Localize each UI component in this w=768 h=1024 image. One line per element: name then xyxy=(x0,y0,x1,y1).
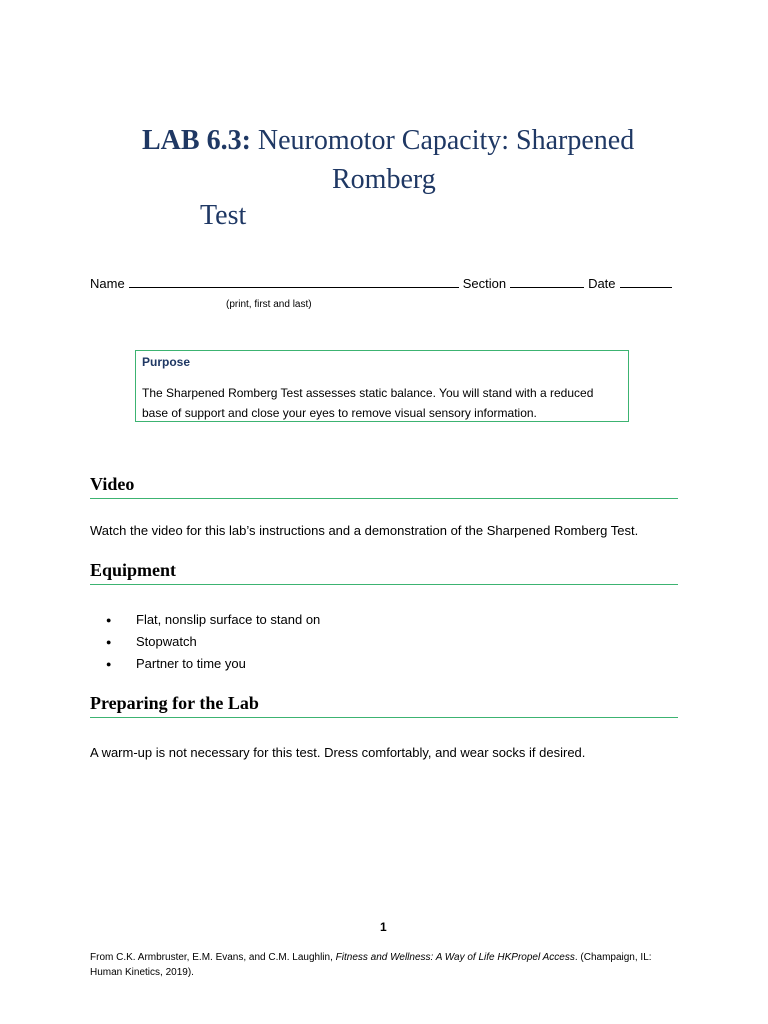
video-text: Watch the video for this lab’s instructions and a demonstration of the Sharpened Romberg Test. xyxy=(90,523,639,538)
list-item xyxy=(106,610,320,632)
footer-citation xyxy=(90,950,680,980)
list-item-label: Flat, nonslip surface to stand on xyxy=(136,612,321,627)
section-label: Section xyxy=(462,276,507,291)
preparing-heading: Preparing for the Lab xyxy=(90,691,678,718)
equipment-list xyxy=(106,610,320,676)
date-field[interactable] xyxy=(620,275,672,288)
bullet-icon: ● xyxy=(106,615,112,625)
footer-publisher: Human Kinetics, 2019). xyxy=(90,967,194,978)
purpose-text-line-2: base of support and close your eyes to remove visual sensory information. xyxy=(142,406,537,420)
page-number: 1 xyxy=(380,920,387,934)
date-label: Date xyxy=(588,276,616,291)
section-field[interactable] xyxy=(510,275,584,288)
page-title-line-2: Romberg xyxy=(332,164,436,195)
list-item-label: Partner to time you xyxy=(136,656,246,671)
list-item-label: Stopwatch xyxy=(136,634,197,649)
video-heading: Video xyxy=(90,472,678,499)
footer-prefix: From C.K. Armbruster, E.M. Evans, and C.M. Laughlin, xyxy=(90,952,336,963)
bullet-icon: ● xyxy=(106,659,112,669)
page-title-line-3: Test xyxy=(200,200,247,231)
purpose-box xyxy=(135,350,629,422)
equipment-heading: Equipment xyxy=(90,558,678,585)
preparing-text: A warm-up is not necessary for this test. Dress comfortably, and wear socks if desired. xyxy=(90,745,586,760)
list-item xyxy=(106,654,320,676)
name-hint: (print, first and last) xyxy=(226,299,312,310)
list-item xyxy=(106,632,320,654)
student-info-row xyxy=(90,274,680,294)
name-label: Name xyxy=(90,276,125,291)
title-text: Neuromotor Capacity: Sharpened xyxy=(257,125,635,156)
purpose-text-line-1: The Sharpened Romberg Test assesses static balance. You will stand with a reduced xyxy=(142,386,594,400)
footer-suffix: . (Champaign, IL: xyxy=(574,952,652,963)
purpose-heading: Purpose xyxy=(142,355,191,369)
name-field[interactable] xyxy=(129,275,459,288)
bullet-icon: ● xyxy=(106,637,112,647)
lab-number: LAB 6.3: xyxy=(142,125,251,156)
footer-book-title: Fitness and Wellness: A Way of Life HKPropel Access xyxy=(335,952,575,963)
purpose-text xyxy=(142,383,622,423)
page-title-line-1 xyxy=(142,124,634,158)
